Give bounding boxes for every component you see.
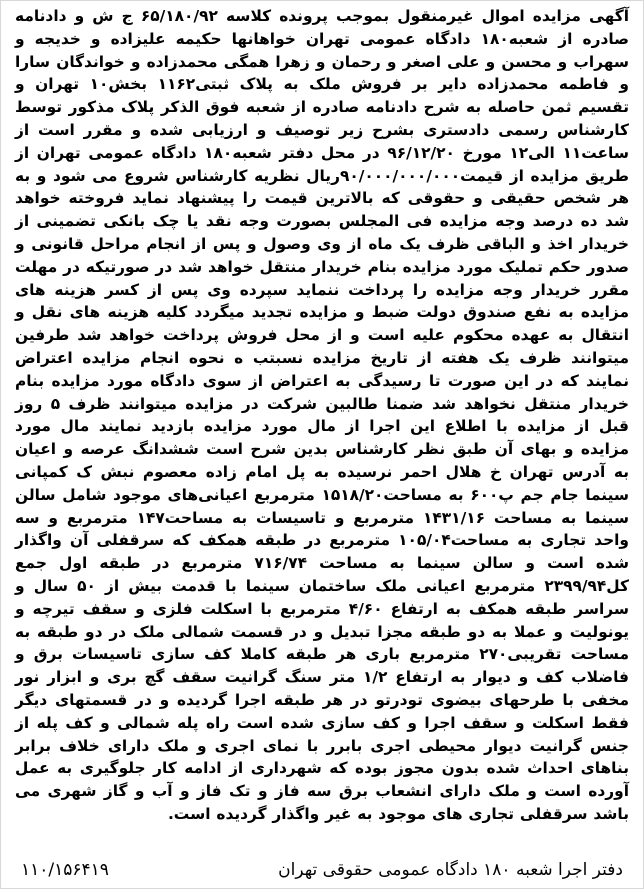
- notice-footer: [15, 856, 629, 884]
- notice-reference-number: ۱۱۰/۱۵۶۴۱۹: [21, 860, 109, 880]
- notice-issuer: دفتر اجرا شعبه ۱۸۰ دادگاه عمومی حقوقی تهران: [278, 860, 623, 880]
- notice-body-text: آگهی مزایده اموال غیرمنقول بموجب پرونده کلاسه ۶۵/۱۸۰/۹۲ ج ش و دادنامه صادره از شعبه۱۸۰ دادگاه عمومی تهران خواهانها حکیمه علیزاده و خدیجه و سهراب و محسن و علی اصغر و رحمان و زهرا همگی محمدزاده و خواندگان سارا و فاطمه محمدزاده دایر بر فروش ملک به پلاک ثبتی۱۱۶۲ بخش۱۰ تهران و تقسیم ثمن حاصله به شرح دادنامه صادره از شعبه فوق الذکر پلاک مذکور توسط کارشناس رسمی دادستری بشرح زیر توصیف و ارزیابی شده و مقرر است از ساعت۱۱ الی۱۲ مورخ ۹۶/۱۲/۲۰ در محل دفتر شعبه۱۸۰ دادگاه عمومی تهران از طریق مزایده از قیمت۹۰/۰۰۰/۰۰۰/۰۰۰ریال نظریه کارشناس شروع می شود و به هر شخص حقیقی و حقوقی که بالاترین قیمت را پیشنهاد نماید فروخته خواهد شد ده درصد وجه مزایده فی المجلس بصورت وجه نقد یا چک بانکی تضمینی از خریدار اخذ و الباقی ظرف یک ماه از وی وصول و پس از انجام مراحل قانونی و صدور حکم تملیک مورد مزایده بنام خریدار منتقل خواهد شد در صورتیکه در مهلت مقرر خریدار وجه مزایده را پرداخت ننماید سپرده وی پس از کسر هزینه های مزایده به نفع صندوق دولت ضبط و مزایده تجدید میگردد کلیه هزینه های نقل و انتقال به عهده محکوم علیه است و از محل فروش پرداخت خواهد شد طرفین میتوانند ظرف یک هفته از تاریخ مزایده نسبتب ه نحوه انجام مزایده اعتراض نمایند که در این صورت تا رسیدگی به اعتراض از سوی دادگاه مورد مزایده بنام خریدار منتقل نخواهد شد ضمنا طالبین شرکت در مزایده میتوانند ظرف ۵ روز قبل از مزایده با اطلاع این اجرا از مال مورد مزایده بازدید نمایند مال مورد مزایده و بهای آن طبق نظر کارشناس بدین شرح است ششدانگ عرصه و اعیان به آدرس تهران خ هلال احمر نرسیده به پل امام زاده معصوم نبش ک کمپانی سینما جام جم پ۶۰۰ به مساحت۱۵۱۸/۲۰ مترمربع اعیانی‌های موجود شامل سالن سینما به مساحت ۱۴۳۱/۱۶ مترمربع و تاسیسات به مساحت۱۴۷ مترمربع و سه واحد تجاری به مساحت۱۰۵/۰۴ مترمربع در طبقه همکف که سرقفلی آن واگذار شده است و سالن سینما به مساحت ۷۱۶/۷۴ مترمربع در طبقه اول جمع کل۲۳۹۹/۹۴ مترمربع اعیانی ملک ساختمان سینما با قدمت بیش از ۵۰ سال و سراسر طبقه همکف به ارتفاع ۴/۶۰ مترمربع با اسکلت فلزی و سقف تیرچه و یونولیت و عملا به دو طبقه مجزا تبدیل و در قسمت شمالی ملک در دو طبقه به مساحت تقریبی۲۷۰ مترمربع باری هر طبقه کاملا کف سازی تاسیسات برق و فاضلاب کف و دیوار به ارتفاع ۱/۲ متر سنگ گرانیت سقف گچ بری و ابزار نور مخفی با طرحهای بیضوی تودرتو در هر طبقه اجرا گردیده و در قسمتهای دیگر فقط اسکلت و سقف اجرا و کف سازی شده است راه پله شمالی و کف پله از جنس گرانیت دیوار محیطی اجری بابرر با نمای اجری و ملک دارای خلاف برابر بناهای احداث شده بدون مجوز بوده که شهرداری از ادامه کار جلوگیری به عمل آورده است و ملک دارای انشعاب برق سه فاز و تک فاز و آب و گاز شهری می باشد سرقفلی تجاری های موجود به غیر واگذار گردیده است.: [15, 7, 630, 823]
